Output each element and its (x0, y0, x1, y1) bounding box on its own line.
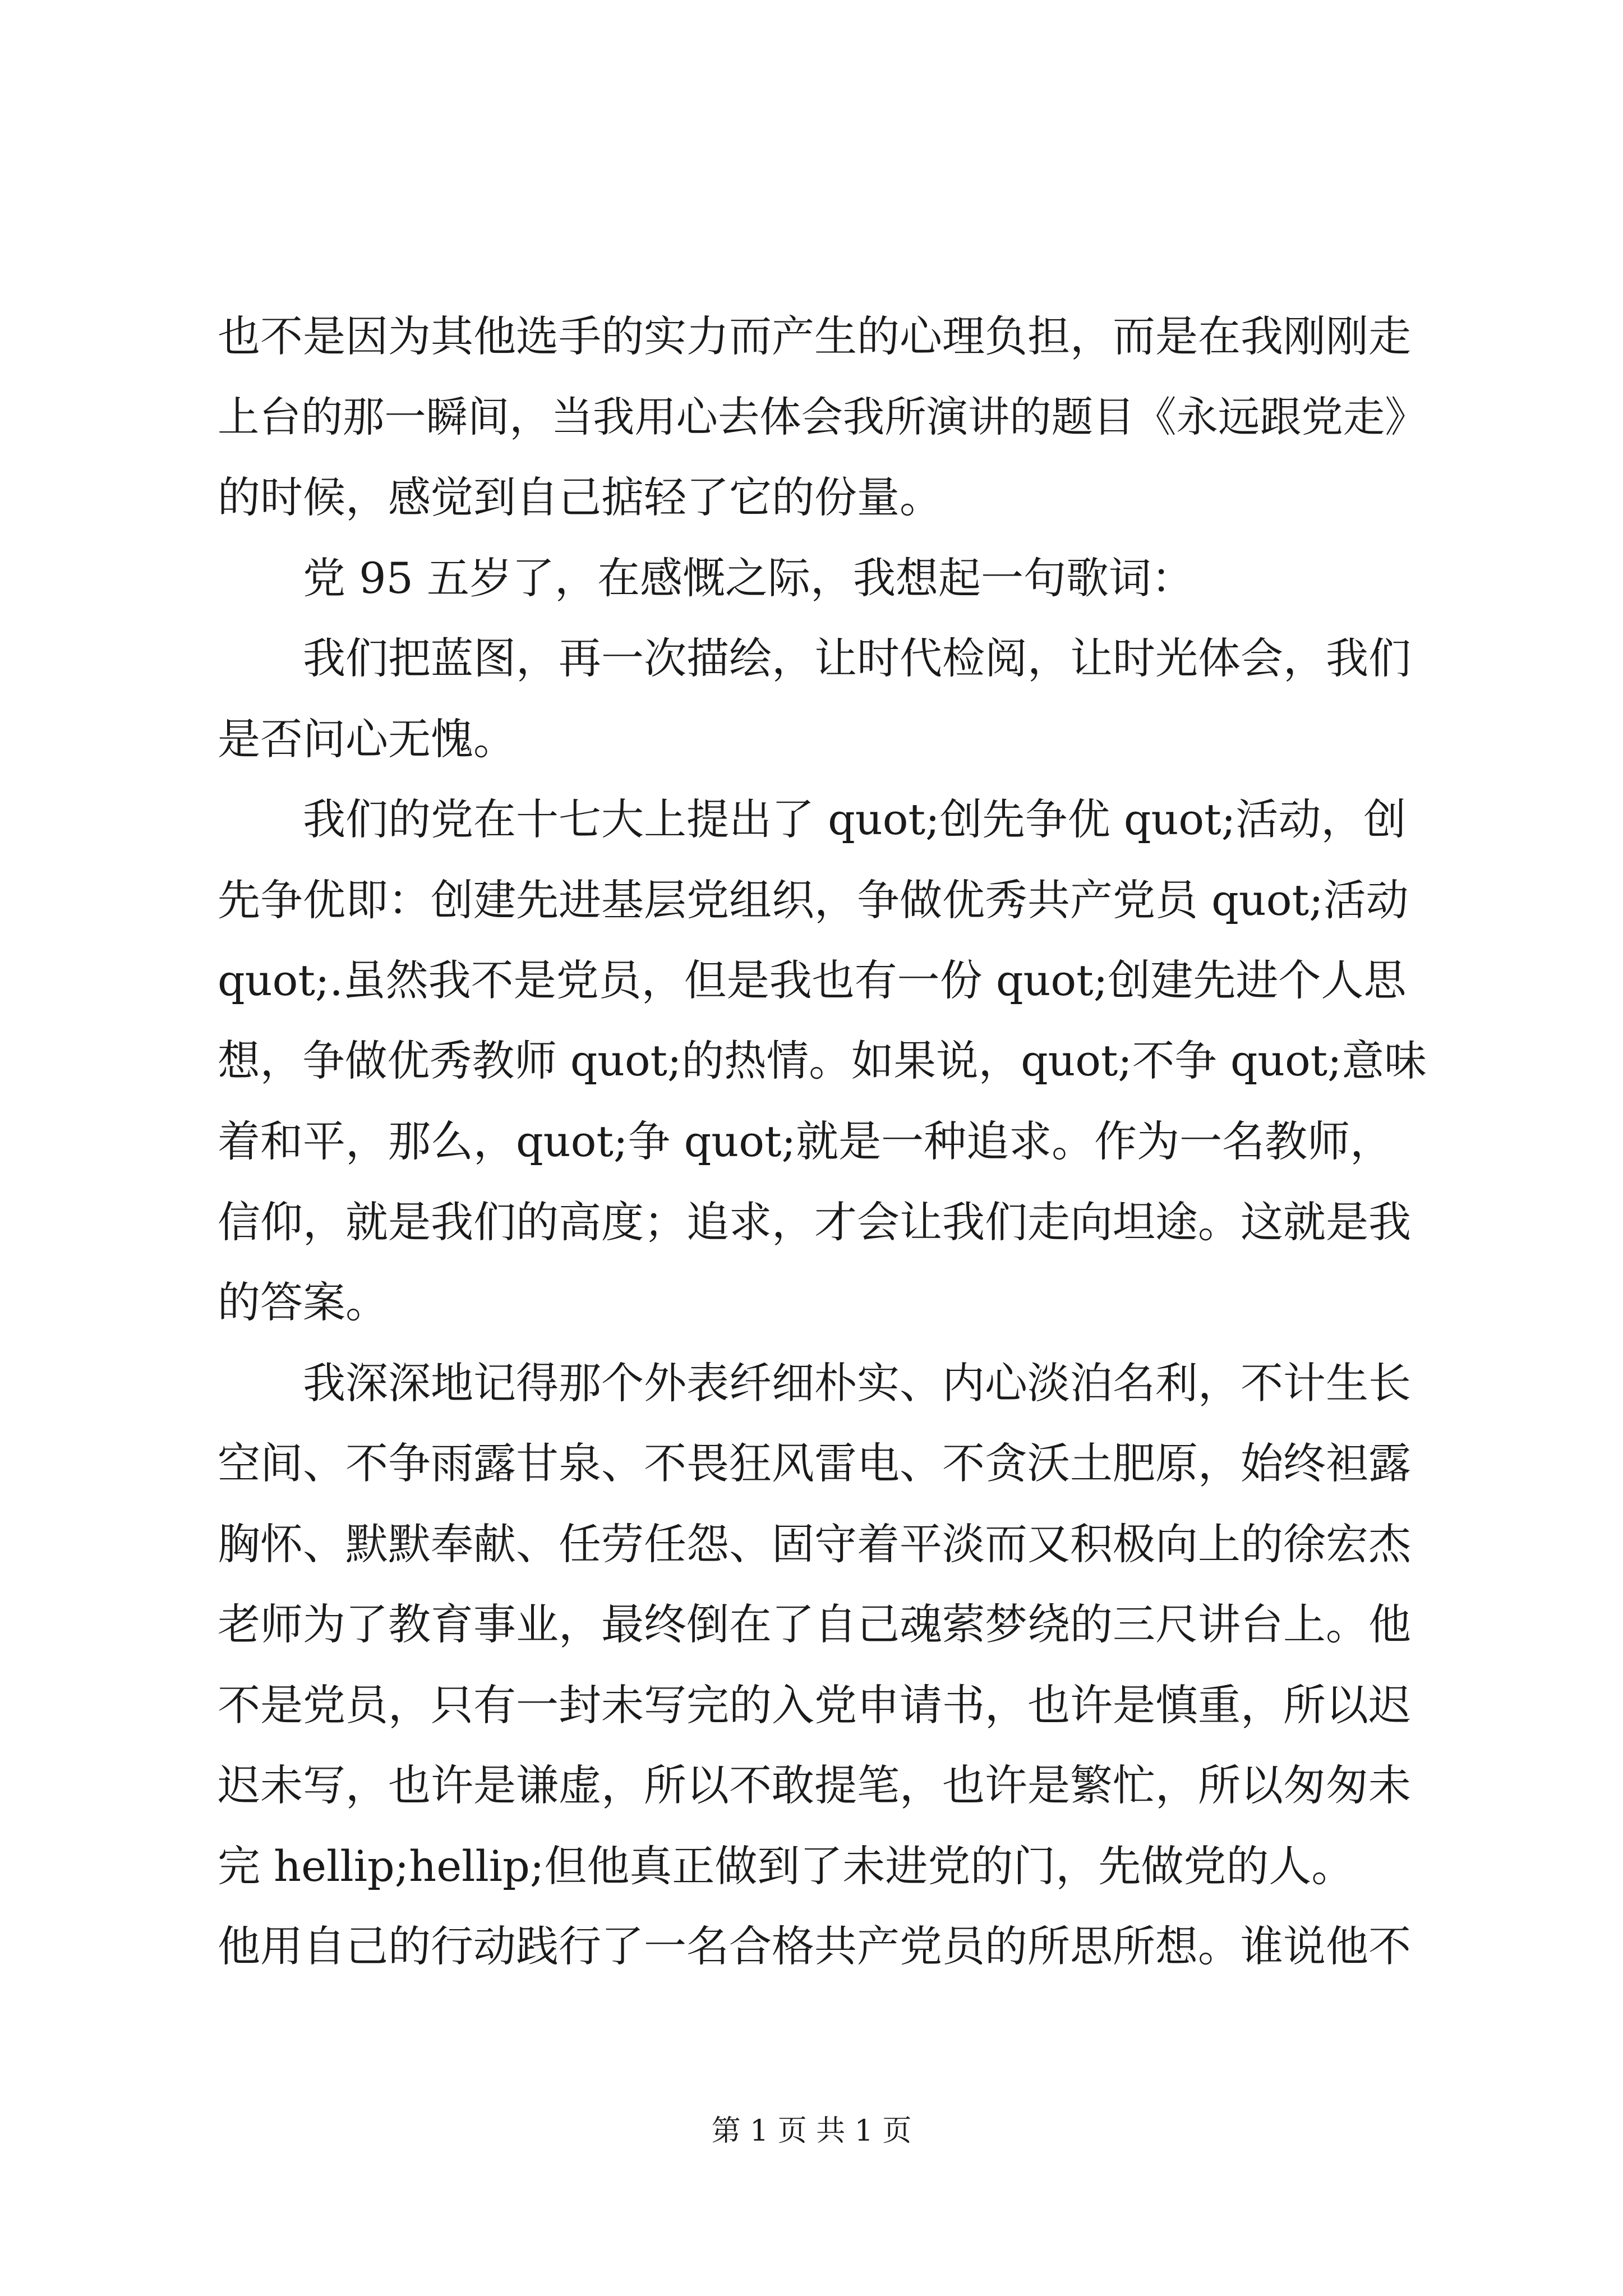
text-line: 我们的党在十七大上提出了 quot;创先争优 quot;活动，创 (303, 794, 1407, 844)
page-footer: 第 1 页 共 1 页 (711, 2114, 912, 2148)
text-line: 先争优即：创建先进基层党组织，争做优秀共产党员 quot;活动 (218, 875, 1409, 925)
text-line: 想，争做优秀教师 quot;的热情。如果说，quot;不争 quot;意味 (218, 1036, 1427, 1085)
text-line: 完 hellip;hellip;但他真正做到了未进党的门，先做党的人。 (218, 1841, 1354, 1891)
text-line: 迟未写，也许是谦虚，所以不敢提笔，也许是繁忙，所以匆匆未 (218, 1760, 1411, 1810)
text-line: 的时候，感觉到自己掂轻了它的份量。 (218, 472, 942, 522)
text-line: 着和平，那么，quot;争 quot;就是一种追求。作为一名教师， (218, 1116, 1393, 1166)
text-line: 胸怀、默默奉献、任劳任怨、固守着平淡而又积极向上的徐宏杰 (218, 1519, 1411, 1569)
text-line: 他用自己的行动践行了一名合格共产党员的所思所想。谁说他不 (218, 1921, 1411, 1971)
text-line: 我深深地记得那个外表纤细朴实、内心淡泊名利，不计生长 (303, 1358, 1411, 1408)
text-line: 空间、不争雨露甘泉、不畏狂风雷电、不贪沃土肥原，始终袒露 (218, 1438, 1411, 1488)
text-line: 也不是因为其他选手的实力而产生的心理负担，而是在我刚刚走 (218, 311, 1411, 361)
text-line: 是否问心无愧。 (218, 714, 516, 764)
text-line: 不是党员，只有一封未写完的入党申请书，也许是慎重，所以迟 (218, 1680, 1411, 1730)
text-line: 我们把蓝图，再一次描绘，让时代检阅，让时光体会，我们 (303, 633, 1411, 683)
text-line: 老师为了教育事业，最终倒在了自己魂萦梦绕的三尺讲台上。他 (218, 1599, 1411, 1649)
body-text (218, 296, 1427, 1987)
text-line: 党 95 五岁了，在感慨之际，我想起一句歌词： (303, 553, 1195, 603)
text-line: 上台的那一瞬间，当我用心去体会我所演讲的题目《永远跟党走》 (218, 392, 1427, 441)
text-line: 的答案。 (218, 1277, 388, 1327)
text-line: 信仰，就是我们的高度；追求，才会让我们走向坦途。这就是我 (218, 1197, 1411, 1247)
text-line: quot;.虽然我不是党员，但是我也有一份 quot;创建先进个人思 (218, 955, 1407, 1005)
